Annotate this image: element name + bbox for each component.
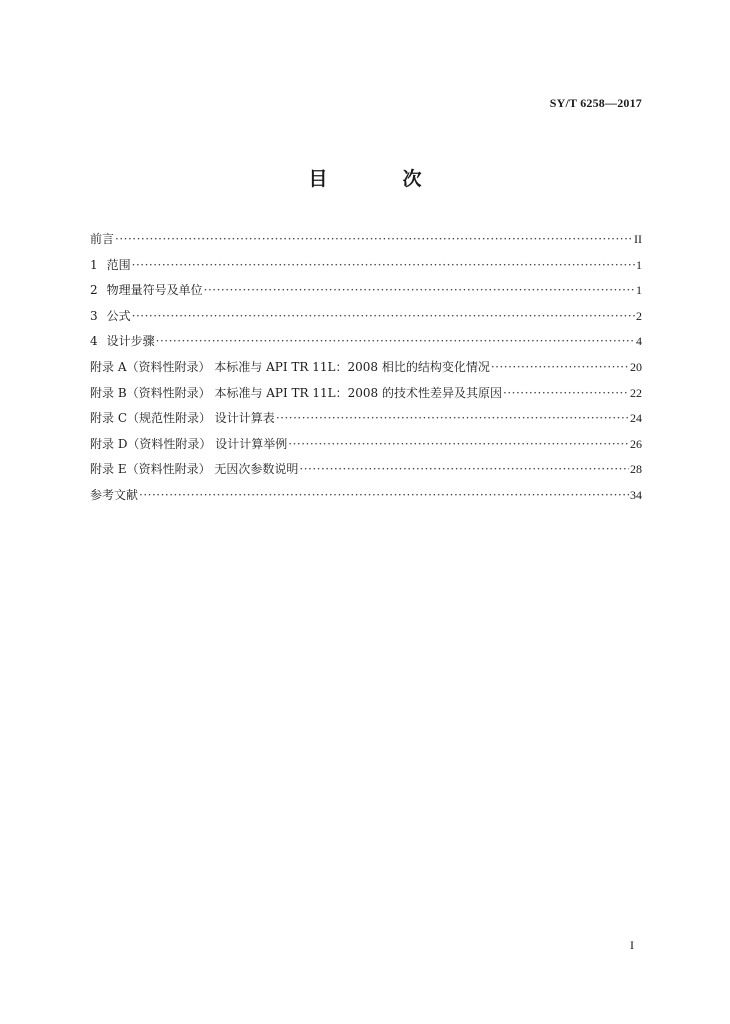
page-title: 目 次 — [308, 168, 450, 190]
toc-entry-label — [90, 282, 203, 299]
toc-entry-page: 2 — [636, 308, 642, 323]
toc-entry-number: 3 — [90, 308, 98, 323]
toc-entry-references[interactable] — [90, 487, 642, 513]
toc-entry-page: 20 — [630, 359, 642, 374]
toc-entry-text: 范围 — [106, 257, 131, 272]
toc-entry-page: 1 — [636, 257, 642, 272]
toc-entry-page: 26 — [630, 436, 642, 451]
toc-entry-page: 1 — [636, 283, 642, 298]
dot-leader — [115, 231, 633, 248]
standard-code: SY/T 6258—2017 — [549, 96, 642, 110]
toc-entry-page: 34 — [630, 487, 642, 502]
toc-entry-page: II — [634, 232, 642, 246]
toc-entry-number: 4 — [90, 334, 98, 349]
dot-leader — [139, 487, 629, 504]
dot-leader — [204, 282, 635, 299]
toc-entry-page: 22 — [630, 385, 642, 400]
dot-leader — [503, 385, 629, 402]
toc-entry-text: 公式 — [106, 308, 131, 323]
toc-entry-label: 附录 D（资料性附录） 设计计算举例 — [90, 436, 288, 451]
toc-entry-page: 28 — [630, 462, 642, 477]
dot-leader — [276, 410, 629, 427]
toc-entry-appendix-e[interactable] — [90, 461, 642, 487]
toc-entry-text: 物理量符号及单位 — [106, 283, 203, 298]
dot-leader — [491, 359, 629, 376]
toc-entry-label: 附录 E（资料性附录） 无因次参数说明 — [90, 462, 299, 477]
dot-leader — [132, 257, 635, 274]
toc-entry-label: 参考文献 — [90, 487, 139, 502]
toc-entry-appendix-c[interactable] — [90, 410, 642, 436]
toc-entry-foreword[interactable] — [90, 231, 642, 257]
toc-entry-formulas[interactable] — [90, 308, 642, 334]
toc-entry-scope[interactable] — [90, 257, 642, 283]
toc-entry-appendix-a[interactable] — [90, 359, 642, 385]
dot-leader — [156, 333, 635, 350]
toc-entry-label — [90, 308, 131, 325]
toc-entry-label: 附录 B（资料性附录） 本标准与 API TR 11L：2008 的技术性差异及其原因 — [90, 385, 503, 400]
table-of-contents — [90, 231, 642, 513]
toc-entry-label: 附录 A（资料性附录） 本标准与 API TR 11L：2008 相比的结构变化情况 — [90, 359, 490, 374]
toc-entry-label: 附录 C（规范性附录） 设计计算表 — [90, 411, 275, 426]
toc-entry-number: 2 — [90, 283, 98, 298]
toc-entry-number: 1 — [90, 257, 98, 272]
dot-leader — [132, 308, 635, 325]
toc-entry-appendix-d[interactable] — [90, 436, 642, 462]
toc-entry-label — [90, 333, 155, 350]
toc-entry-page: 4 — [636, 334, 642, 349]
toc-entry-design-steps[interactable] — [90, 333, 642, 359]
toc-entry-page: 24 — [630, 411, 642, 426]
toc-entry-symbols-units[interactable] — [90, 282, 642, 308]
toc-entry-label — [90, 257, 131, 274]
dot-leader — [288, 436, 629, 453]
toc-entry-appendix-b[interactable] — [90, 385, 642, 411]
toc-entry-label: 前言 — [90, 232, 115, 246]
toc-entry-text: 设计步骤 — [106, 334, 155, 349]
page-number: I — [630, 938, 634, 952]
dot-leader — [299, 461, 629, 478]
